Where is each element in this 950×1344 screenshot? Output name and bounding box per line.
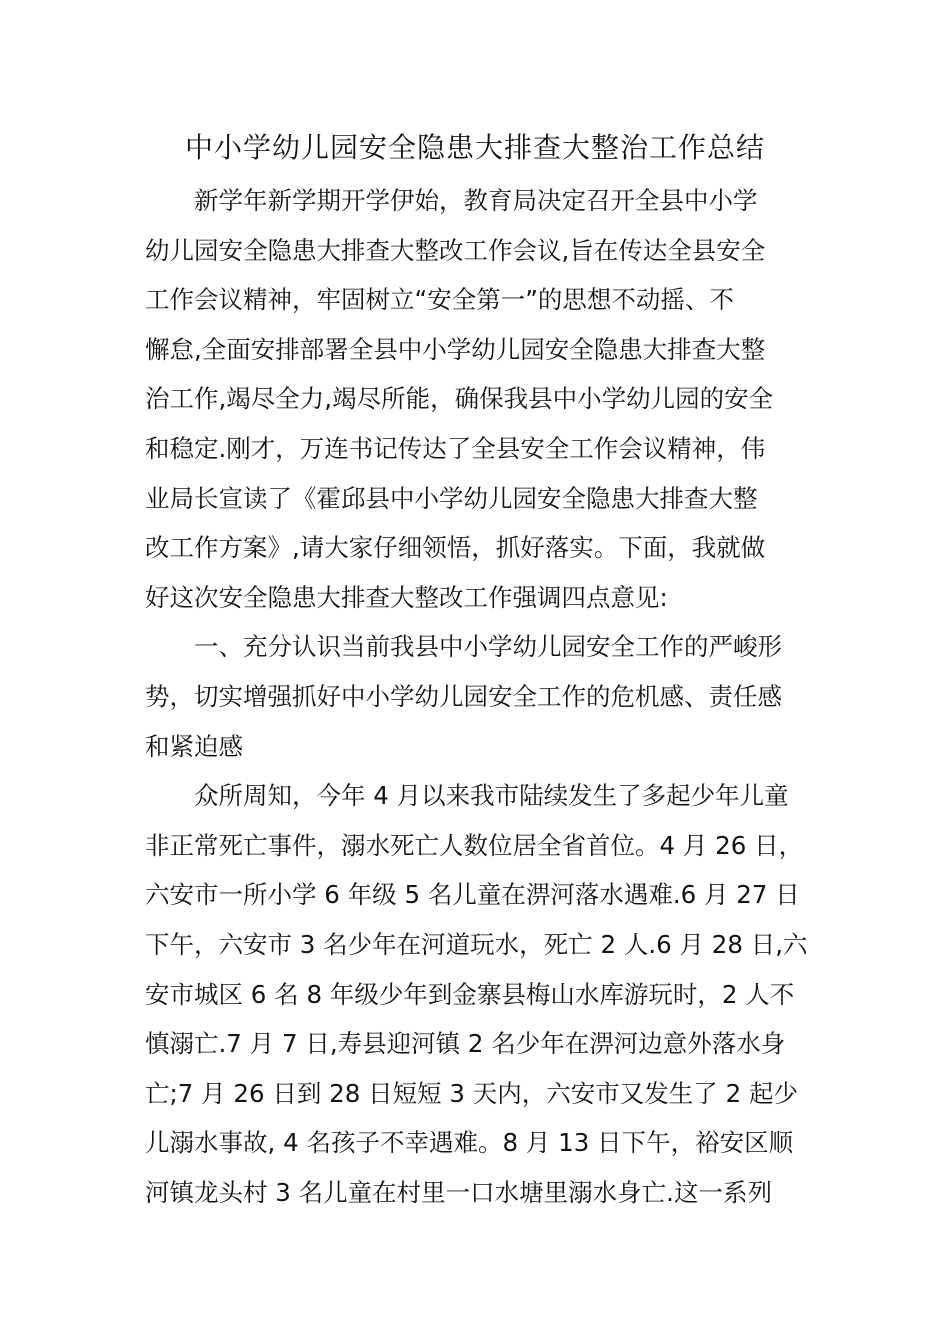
paragraph-line: 亡;7 月 26 日到 28 日短短 3 天内，六安市又发生了 2 起少 <box>145 1078 798 1108</box>
paragraph-line: 工作会议精神，牢固树立“安全第一”的思想不动摇、不 <box>145 285 734 315</box>
paragraph-line: 懈怠,全面安排部署全县中小学幼儿园安全隐患大排查大整 <box>145 334 766 364</box>
paragraph-line: 新学年新学期开学伊始，教育局决定召开全县中小学 <box>194 186 758 215</box>
paragraph-line: 儿溺水事故, 4 名孩子不幸遇难。8 月 13 日下午，裕安区顺 <box>145 1128 794 1158</box>
section-heading-line: 和紧迫感 <box>145 731 243 761</box>
paragraph-line: 河镇龙头村 3 名儿童在村里一口水塘里溺水身亡.这一系列 <box>145 1177 772 1207</box>
paragraph-line: 和稳定.刚才，万连书记传达了全县安全工作会议精神，伟 <box>145 433 766 463</box>
paragraph-line: 慎溺亡.7 月 7 日,寿县迎河镇 2 名少年在淠河边意外落水身 <box>145 1029 786 1059</box>
paragraph-line: 下午，六安市 3 名少年在河道玩水，死亡 2 人.6 月 28 日,六 <box>145 929 808 959</box>
paragraph-line: 好这次安全隐患大排查大整改工作强调四点意见: <box>145 582 668 612</box>
document-body <box>145 176 810 1217</box>
paragraph-line: 非正常死亡事件，溺水死亡人数位居全省首位。4 月 26 日， <box>145 830 804 860</box>
section-heading-line: 一、充分认识当前我县中小学幼儿园安全工作的严峻形 <box>194 632 782 662</box>
paragraph-line: 安市城区 6 名 8 年级少年到金寨县梅山水库游玩时，2 人不 <box>145 979 795 1009</box>
paragraph-line: 幼儿园安全隐患大排查大整改工作会议,旨在传达全县安全 <box>145 235 766 265</box>
paragraph-line: 业局长宣读了《霍邱县中小学幼儿园安全隐患大排查大整 <box>145 483 758 513</box>
paragraph-line: 众所周知，今年 4 月以来我市陆续发生了多起少年儿童 <box>194 781 789 811</box>
paragraph-line: 治工作,竭尽全力,竭尽所能，确保我县中小学幼儿园的安全 <box>145 384 774 414</box>
paragraph-line: 六安市一所小学 6 年级 5 名儿童在淠河落水遇难.6 月 27 日 <box>145 880 800 910</box>
section-heading-line: 势，切实增强抓好中小学幼儿园安全工作的危机感、责任感 <box>145 681 782 711</box>
document-title: 中小学幼儿园安全隐患大排查大整治工作总结 <box>184 131 765 164</box>
paragraph-line: 改工作方案》,请大家仔细领悟，抓好落实。下面，我就做 <box>145 533 766 563</box>
